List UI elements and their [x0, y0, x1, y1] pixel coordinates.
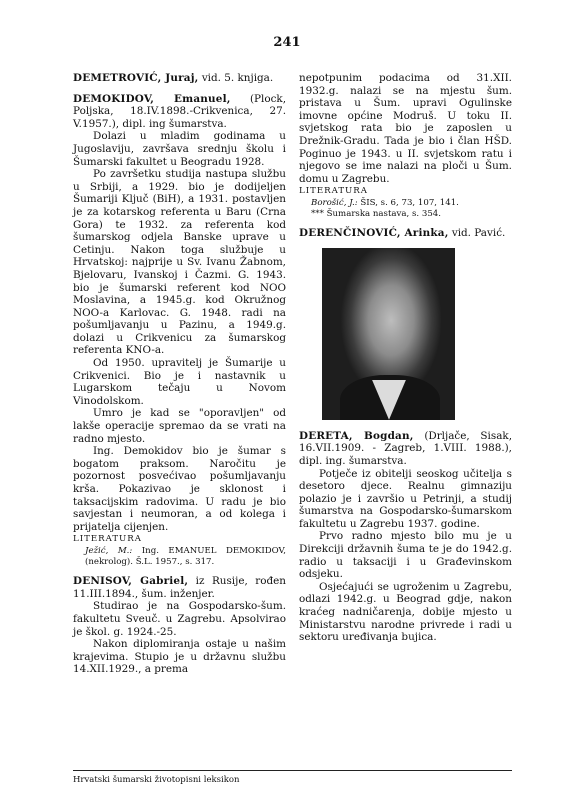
- literature-heading: LITERATURA: [299, 186, 368, 197]
- page-number: 241: [273, 35, 301, 50]
- paragraph: Osjećajući se ugroženim u Zagrebu, odlazi 1942.g. u Beograd gdje, nakon kraćeg nadničarenja, dobije mjesto u Ministarstvu narodne privrede i radi u sektoru uređivanja bujica.: [299, 580, 512, 644]
- literature-item: *** Šumarska nastava, s. 354.: [311, 208, 441, 219]
- left-column: [73, 72, 286, 684]
- footer-rule: [73, 770, 512, 771]
- literature-author: Ježić, M.:: [85, 545, 133, 556]
- entry-intro: iz Rusije, rođen 11.III.1894., šum. inženjer.: [73, 575, 286, 600]
- literature-item: [299, 198, 512, 209]
- literature-heading: LITERATURA: [73, 534, 142, 545]
- paragraph: Dolazi u mladim godinama u Jugoslaviju, završava srednju školu i Šumarski fakultet u Beogradu 1928.: [73, 130, 286, 168]
- entry-demetrovic: [73, 72, 286, 85]
- entry-intro: (Drljače, Sisak, 16.VII.1909. - Zagreb, 1.VIII. 1988.), dipl. ing. šumarstva.: [299, 429, 512, 467]
- paragraph: Ing. Demokidov bio je šumar s bogatom praksom. Naročitu je pozornost posvećivao pošumljavanju krša. Pokazivao je sklonost i taksacijskim radovima. U radu je bio savjestan i neumoran, a od kolega i prijatelja cijenjen.: [73, 445, 286, 533]
- paragraph: Prvo radno mjesto bilo mu je u Direkciji državnih šuma te je do 1942.g. radio u taksaciji i u Građevinskom odsjeku.: [299, 530, 512, 581]
- entry-ref: vid. Pavić.: [451, 227, 506, 240]
- entry-ref: vid. 5. knjiga.: [201, 72, 274, 84]
- entry-name: DERETA, Bogdan,: [299, 429, 414, 442]
- entry-dereta: [299, 430, 512, 644]
- entry-denisov: [73, 575, 286, 676]
- paragraph: Umro je kad se "oporavljen" od lakše operacije spremao da se vrati na radno mjesto.: [73, 407, 286, 445]
- literature-text: Ing. EMANUEL DEMOKIDOV, (nekrolog). Š.L. 1957., s. 317.: [85, 545, 286, 567]
- entry-name: DENISOV, Gabriel,: [73, 575, 189, 588]
- right-column: [299, 72, 512, 652]
- entry-denisov-continued: [299, 72, 512, 219]
- entry-name: DEMOKIDOV, Emanuel,: [73, 92, 231, 105]
- paragraph: Studirao je na Gospodarsko-šum. fakultetu Sveuč. u Zagrebu. Apsolvirao je škol. g. 1924.-25.: [73, 600, 286, 638]
- portrait-photo: [322, 248, 455, 420]
- entry-name: DERENČINOVIĆ, Arinka,: [299, 227, 449, 240]
- entry-name: DEMETROVIĆ, Juraj,: [73, 72, 199, 84]
- footer-text: Hrvatski šumarski životopisni leksikon: [73, 775, 240, 785]
- literature-text: ŠIS, s. 6, 73, 107, 141.: [360, 197, 459, 208]
- paragraph: Po završetku studija nastupa službu u Srbiji, a 1929. bio je dodijeljen Šumariji Ključ (BiH), a 1931. postavljen je za kotarskog referenta u Baru (Crna Gora) te 1932. za referenta kod šumarskog odjela Banske uprave u Cetinju. Nakon toga službuje u Hrvatskoj: najprije u Sv. Ivanu Žabnom, Bjelovaru, Ivanskoj i Čazmi. G. 1943. bio je šumarski referent kod NOO Moslavina, a 1945.g. kod Okružnog NOO-a Karlovac. G. 1948. radi na pošumljavanju u Pazinu, a 1949.g. dolazi u Crikvenicu za šumarskog referenta KNO-a.: [73, 168, 286, 357]
- literature-author: Borošić, J.:: [311, 197, 358, 208]
- paragraph: nepotpunim podacima od 31.XII. 1932.g. nalazi se na mjestu šum. pristava u Šum. upravi Ogulinske imovne općine Modruš. U toku II. svjetskog rata bio je zaposlen u Drežnik-Gradu. Tada je bio i član HŠD. Poginuo je 1943. u II. svjetskom ratu i njegovo se ime nalazi na ploči u Šum. domu u Zagrebu.: [299, 72, 512, 185]
- entry-demokidov: [73, 93, 286, 568]
- entry-intro: (Plock, Poljska, 18.IV.1898.-Crikvenica, 27. V.1957.), dipl. ing šumarstva.: [73, 92, 286, 130]
- paragraph: Nakon diplomiranja ostaje u našim krajevima. Stupio je u državnu službu 14.XII.1929., a prema: [73, 638, 286, 676]
- entry-derencinovic: [299, 227, 512, 240]
- paragraph: Od 1950. upravitelj je Šumarije u Crikvenici. Bio je i nastavnik u Lugarskom tečaju u Novom Vinodolskom.: [73, 357, 286, 407]
- literature-item: [73, 546, 286, 567]
- paragraph: Potječe iz obitelji seoskog učitelja s desetoro djece. Realnu gimnaziju polazio je i završio u Petrinji, a studij šumarstva na Gospodarsko-šumarskom fakultetu u Zagrebu 1937. godine.: [299, 467, 512, 530]
